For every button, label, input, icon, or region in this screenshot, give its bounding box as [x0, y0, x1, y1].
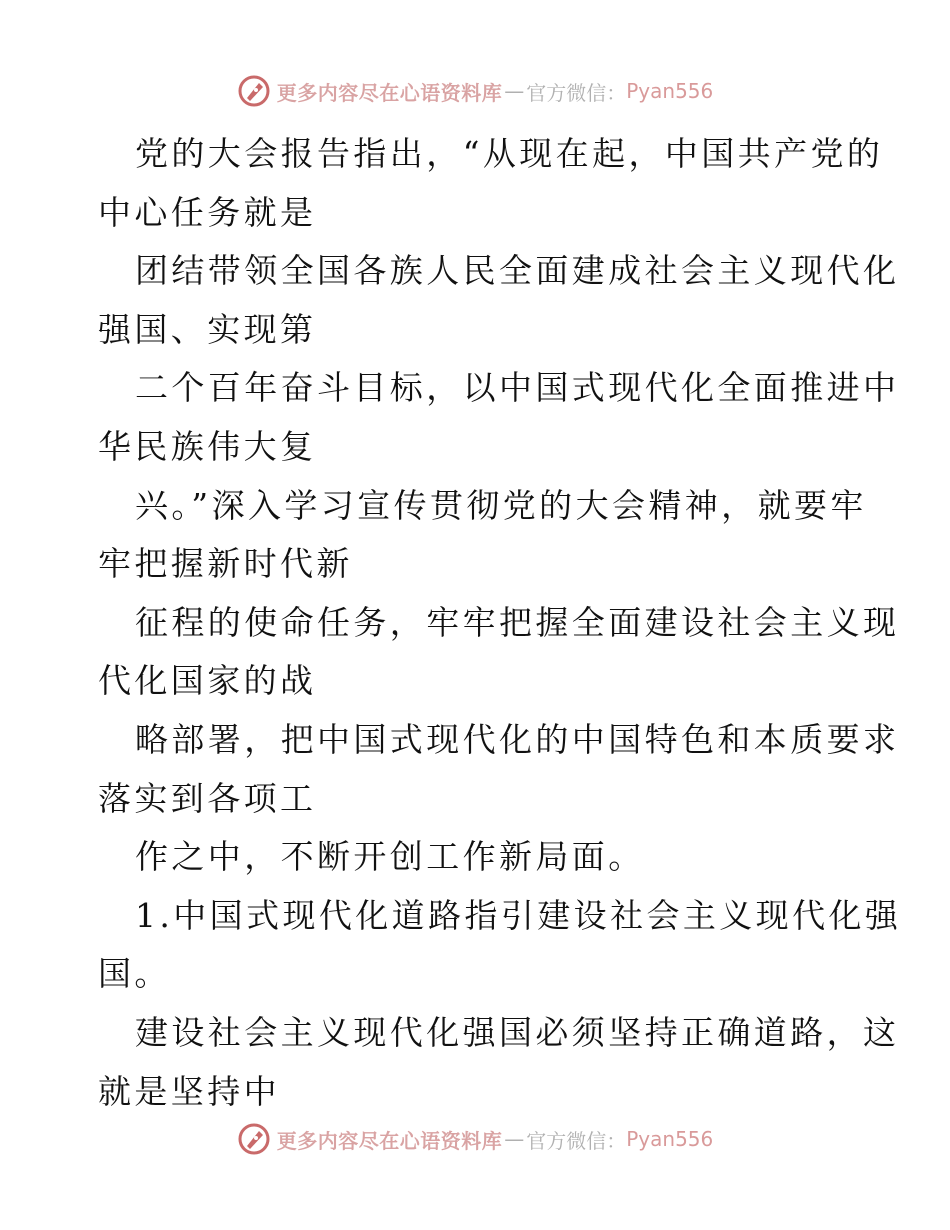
page-header-watermark: [0, 71, 950, 111]
page-footer-watermark: [0, 1119, 950, 1159]
pen-nib-circle-icon: [237, 1122, 271, 1156]
text-line: 二个百年奋斗目标，以中国式现代化全面推进中: [135, 368, 900, 408]
watermark-separator: —: [504, 1127, 525, 1151]
watermark-text: 更多内容尽在心语资料库: [276, 80, 503, 105]
text-line: 落实到各项工: [98, 778, 317, 818]
text-line: 国。: [98, 954, 171, 994]
pen-nib-circle-icon: [237, 74, 271, 108]
watermark-label: 官方微信：: [526, 1128, 627, 1153]
watermark-id: Pyan556: [626, 79, 714, 103]
text-line: 华民族伟大复: [98, 426, 317, 466]
text-line: 1.中国式现代化道路指引建设社会主义现代化强: [135, 895, 902, 935]
watermark-id: Pyan556: [626, 1127, 714, 1151]
text-line: 征程的使命任务，牢牢把握全面建设社会主义现: [135, 602, 900, 642]
watermark-text: 更多内容尽在心语资料库: [276, 1128, 503, 1153]
text-line: 党的大会报告指出，“从现在起，中国共产党的: [135, 134, 884, 173]
text-line: 就是坚持中: [98, 1071, 280, 1111]
text-line: 牢把握新时代新: [98, 544, 353, 584]
text-line: 团结带领全国各族人民全面建成社会主义现代化: [135, 251, 900, 291]
watermark-label: 官方微信：: [526, 80, 627, 105]
text-line: 强国、实现第: [98, 309, 317, 349]
text-line: 代化国家的战: [98, 661, 317, 701]
text-line: 略部署，把中国式现代化的中国特色和本质要求: [135, 719, 900, 759]
text-line: 中心任务就是: [98, 192, 317, 232]
text-line: 兴。”深入学习宣传贯彻党的大会精神，就要牢: [135, 485, 867, 525]
text-line: 作之中，不断开创工作新局面。: [135, 837, 645, 877]
document-body: [98, 125, 902, 1121]
watermark-separator: —: [504, 79, 525, 103]
text-line: 建设社会主义现代化强国必须坚持正确道路，这: [135, 1012, 900, 1052]
